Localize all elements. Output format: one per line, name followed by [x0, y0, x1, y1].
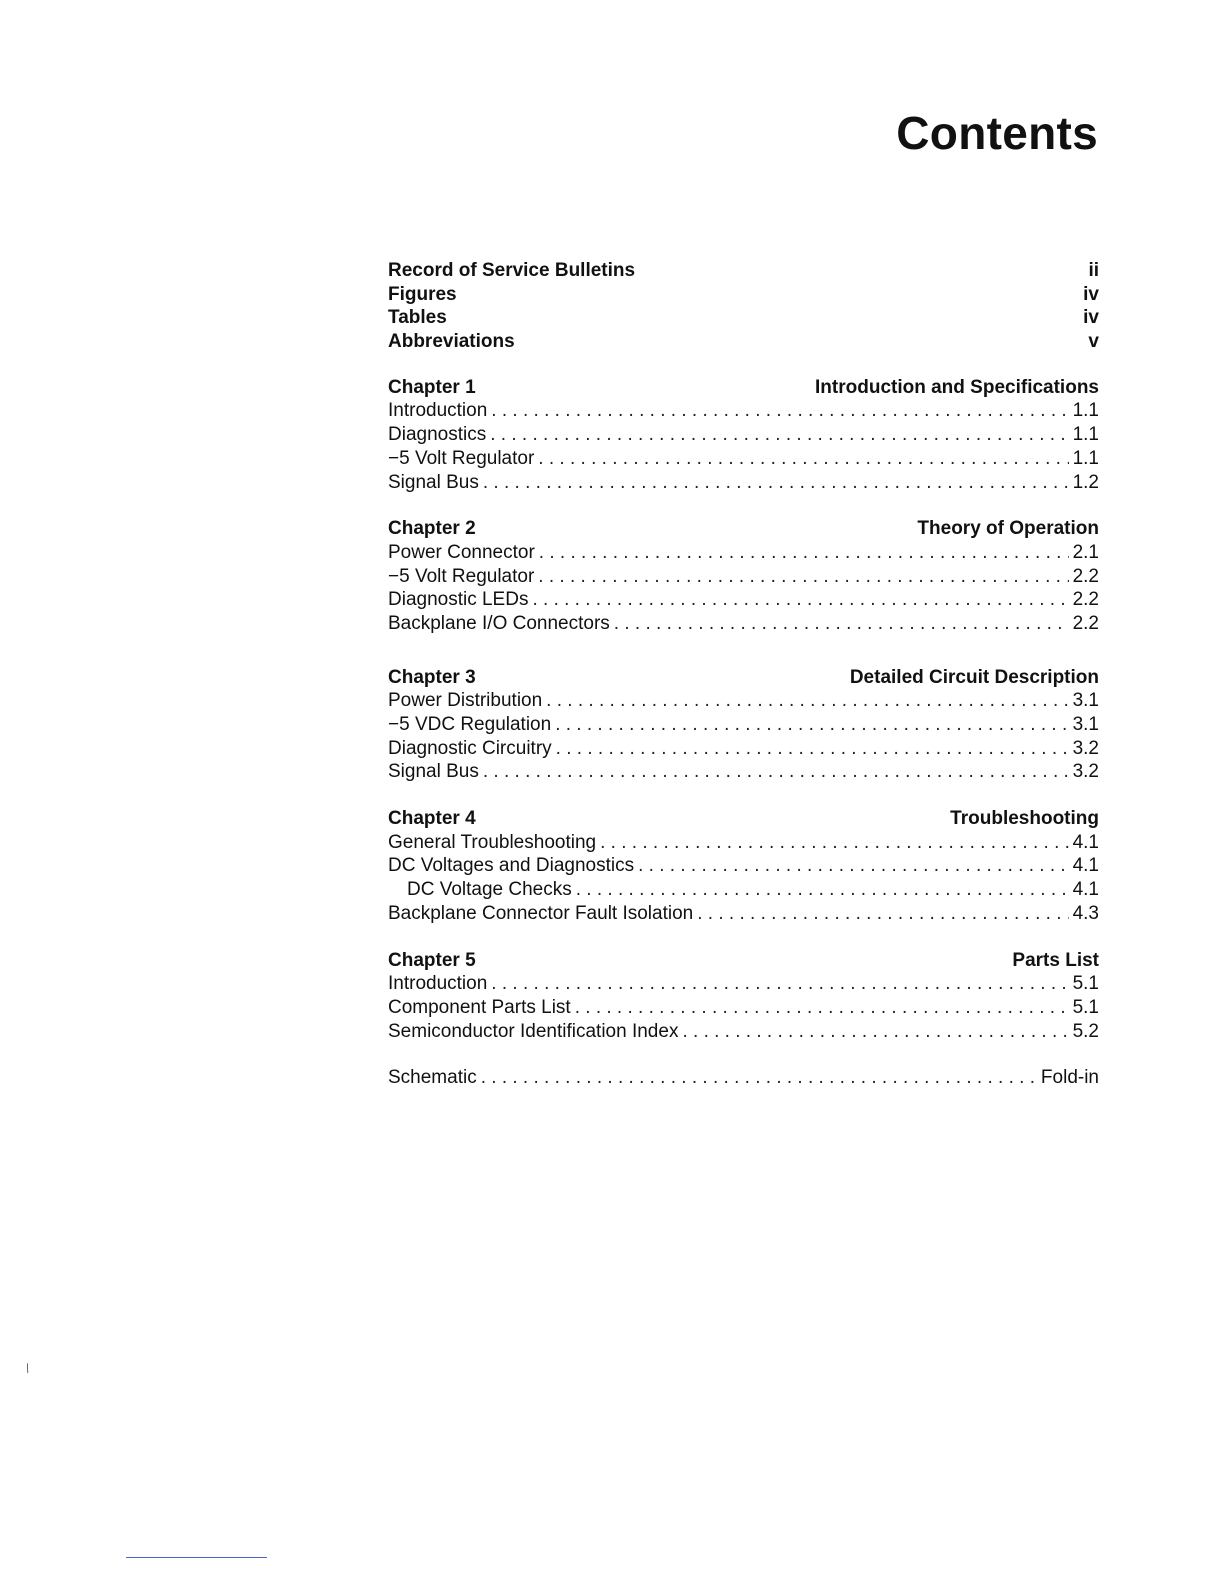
toc-entry-label: −5 Volt Regulator	[388, 447, 535, 469]
toc-entry[interactable]	[388, 399, 1099, 423]
chapter-section-3	[388, 666, 1099, 784]
dot-leader	[538, 447, 1068, 471]
toc-entry-page: ii	[1088, 260, 1099, 281]
toc-entry-page: 5.2	[1072, 1020, 1099, 1042]
toc-subentry[interactable]	[388, 878, 1099, 902]
toc-entry-page: 3.2	[1072, 737, 1099, 759]
toc-entry-page: 3.1	[1072, 714, 1099, 735]
toc-entry[interactable]	[388, 689, 1099, 713]
toc-entry-label: DC Voltage Checks	[407, 879, 572, 901]
chapter-title: Detailed Circuit Description	[849, 666, 1099, 688]
chapter-heading[interactable]	[388, 376, 1099, 400]
toc-entry[interactable]	[388, 996, 1099, 1020]
dot-leader	[483, 471, 1069, 495]
toc-entry-page: 1.1	[1072, 400, 1099, 422]
toc-entry-page: iv	[1083, 307, 1099, 329]
back-matter-list	[388, 1066, 1099, 1090]
toc-entry-page: 4.3	[1072, 902, 1099, 924]
toc-entry[interactable]	[388, 1020, 1099, 1044]
dot-leader	[575, 996, 1069, 1020]
toc-entry-label: Signal Bus	[388, 471, 479, 493]
toc-entry-label: Introduction	[388, 973, 488, 995]
toc-entry-label: Power Connector	[388, 541, 535, 563]
chapter-title: Introduction and Specifications	[815, 376, 1099, 398]
chapter-title: Parts List	[1012, 949, 1099, 971]
chapter-number: Chapter 2	[388, 518, 476, 540]
toc-entry-label: Component Parts List	[388, 996, 571, 1018]
chapter-number: Chapter 1	[388, 376, 476, 398]
toc-entry-label: Introduction	[388, 400, 488, 422]
chapter-title: Troubleshooting	[950, 808, 1099, 830]
chapter-number: Chapter 5	[388, 949, 476, 971]
chapter-heading[interactable]	[388, 517, 1099, 541]
toc-entry-page: Fold-in	[1040, 1067, 1099, 1089]
chapter-section-4	[388, 807, 1099, 925]
dot-leader	[483, 760, 1069, 784]
toc-entry-label: Diagnostic LEDs	[388, 589, 529, 611]
chapter-title: Theory of Operation	[917, 518, 1099, 540]
chapter-heading[interactable]	[388, 666, 1099, 690]
toc-entry-page: 5.1	[1072, 973, 1099, 995]
dot-leader	[538, 565, 1068, 589]
toc-entry-page: 4.1	[1072, 831, 1099, 853]
toc-entry-page: 2.1	[1072, 541, 1099, 563]
toc-entry-page: 2.2	[1072, 565, 1099, 587]
dot-leader	[491, 399, 1068, 423]
toc-entry-label: Diagnostic Circuitry	[388, 737, 552, 759]
dot-leader	[532, 588, 1068, 612]
toc-entry-label: Record of Service Bulletins	[388, 260, 636, 281]
chapter-heading[interactable]	[388, 949, 1099, 973]
toc-entry-label: Semiconductor Identification Index	[388, 1020, 679, 1042]
chapter-section-5	[388, 949, 1099, 1044]
toc-entry-label: Diagnostics	[388, 424, 487, 446]
toc-entry-label: −5 Volt Regulator	[388, 565, 535, 587]
toc-entry[interactable]	[388, 1066, 1099, 1090]
dot-leader	[600, 831, 1068, 855]
toc-entry[interactable]	[388, 330, 1099, 354]
toc-entry-label: Figures	[388, 283, 457, 305]
toc-entry-label: −5 VDC Regulation	[388, 714, 552, 735]
dot-leader	[614, 612, 1069, 636]
chapter-section-1	[388, 376, 1099, 494]
toc-entry-page: 1.1	[1072, 424, 1099, 446]
toc-entry[interactable]	[388, 423, 1099, 447]
toc-entry[interactable]	[388, 760, 1099, 784]
toc-entry[interactable]	[388, 713, 1099, 737]
chapter-heading[interactable]	[388, 807, 1099, 831]
toc-entry[interactable]	[388, 471, 1099, 495]
toc-entry-label: Abbreviations	[388, 331, 515, 353]
table-of-contents	[388, 259, 1099, 1090]
toc-entry-page: 4.1	[1072, 855, 1099, 877]
chapter-number: Chapter 3	[388, 666, 476, 688]
toc-entry[interactable]	[388, 902, 1099, 926]
toc-entry[interactable]	[388, 283, 1099, 307]
page-title: Contents	[896, 107, 1098, 159]
dot-leader	[556, 737, 1069, 761]
dot-leader	[546, 689, 1068, 713]
toc-entry-label: Backplane Connector Fault Isolation	[388, 902, 694, 924]
dot-leader	[638, 854, 1068, 878]
toc-entry-page: 1.1	[1072, 447, 1099, 469]
toc-entry-label: Signal Bus	[388, 761, 479, 783]
toc-entry-label: DC Voltages and Diagnostics	[388, 855, 635, 877]
dot-leader	[491, 972, 1068, 996]
toc-entry-page: 3.1	[1072, 690, 1099, 712]
toc-entry-label: Backplane I/O Connectors	[388, 612, 610, 634]
toc-entry-label: Tables	[388, 307, 447, 329]
dot-leader	[555, 713, 1068, 737]
toc-entry[interactable]	[388, 565, 1099, 589]
toc-entry-label: Power Distribution	[388, 690, 543, 712]
dot-leader	[481, 1066, 1037, 1090]
toc-entry[interactable]	[388, 737, 1099, 761]
toc-entry[interactable]	[388, 831, 1099, 855]
toc-entry-page: v	[1088, 331, 1099, 353]
dot-leader	[697, 902, 1068, 926]
chapter-section-2	[388, 517, 1099, 635]
toc-entry-page: iv	[1083, 283, 1099, 305]
toc-entry-page: 4.1	[1072, 879, 1099, 901]
toc-entry-label: General Troubleshooting	[388, 831, 597, 853]
stray-pencil-mark: ∕	[23, 1361, 33, 1375]
toc-entry-page: 2.2	[1072, 612, 1099, 634]
toc-entry[interactable]	[388, 259, 1099, 283]
toc-entry[interactable]	[388, 612, 1099, 636]
toc-entry[interactable]	[388, 306, 1099, 330]
toc-entry[interactable]	[388, 447, 1099, 471]
footer-rule	[126, 1557, 267, 1558]
dot-leader	[576, 878, 1069, 902]
toc-entry[interactable]	[388, 972, 1099, 996]
toc-entry-label: Schematic	[388, 1067, 477, 1089]
toc-entry[interactable]	[388, 541, 1099, 565]
toc-entry-page: 5.1	[1072, 996, 1099, 1018]
dot-leader	[539, 541, 1069, 565]
toc-entry-page: 2.2	[1072, 589, 1099, 611]
toc-entry-page: 3.2	[1072, 761, 1099, 783]
toc-entry[interactable]	[388, 854, 1099, 878]
chapter-number: Chapter 4	[388, 808, 476, 830]
front-matter-list	[388, 259, 1099, 354]
toc-entry-page: 1.2	[1072, 471, 1099, 493]
toc-entry[interactable]	[388, 588, 1099, 612]
dot-leader	[682, 1020, 1068, 1044]
dot-leader	[490, 423, 1068, 447]
